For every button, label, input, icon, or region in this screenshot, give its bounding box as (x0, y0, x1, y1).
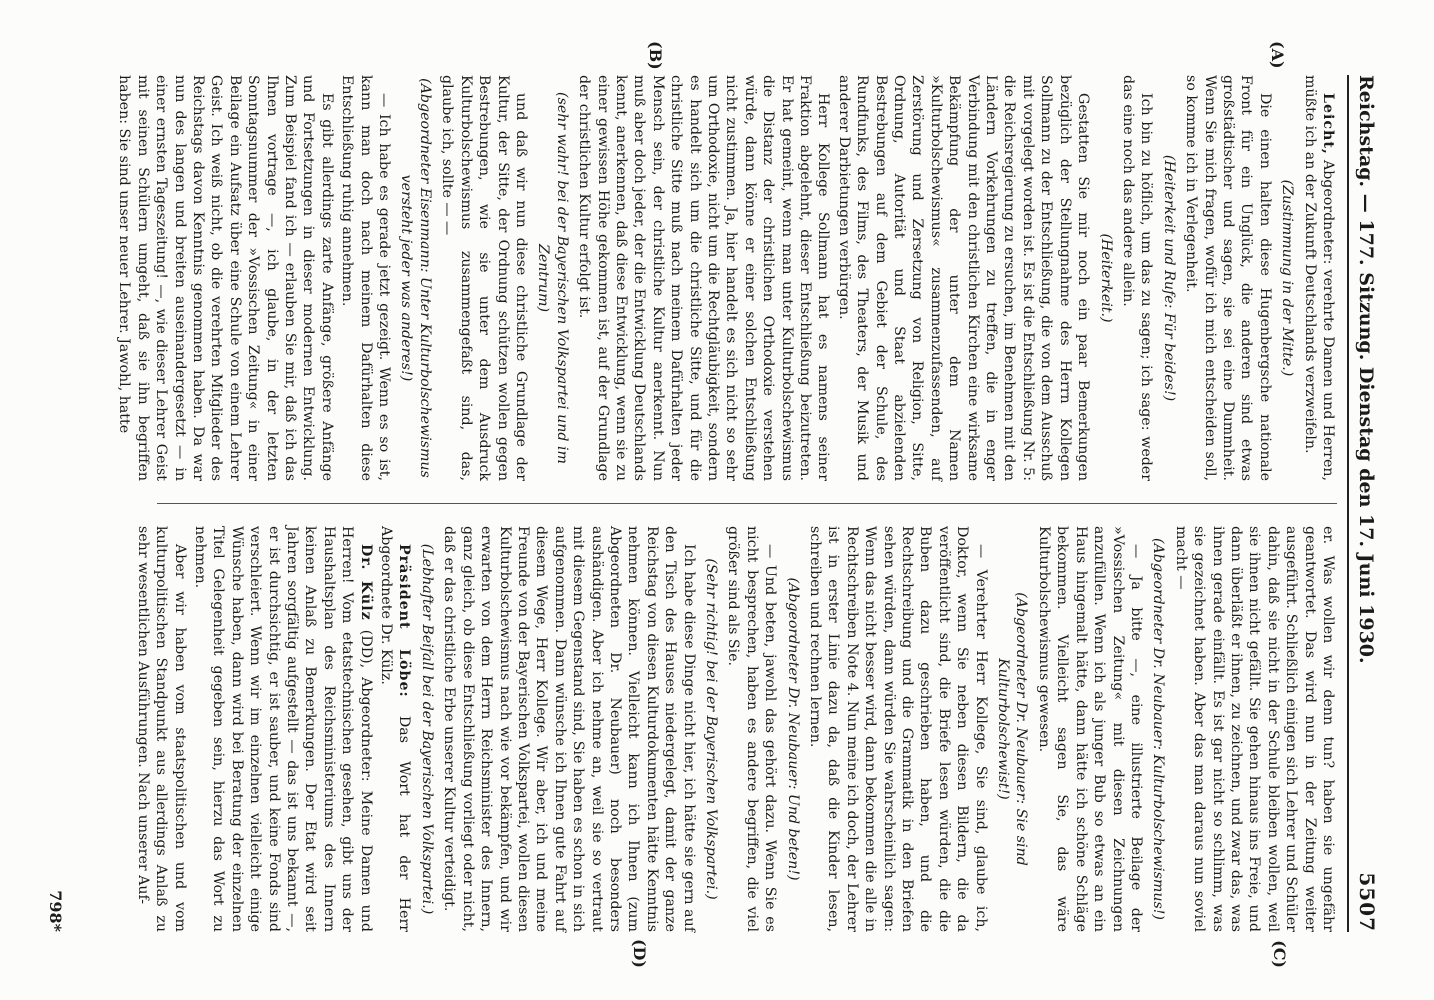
paragraph (377, 526, 414, 932)
interjection: (Abgeordneter Dr. Neubauer: Und beten!) (784, 577, 801, 881)
paragraph-text: Das Wort hat der Herr Abgeordnete Dr. Külz. (378, 526, 413, 933)
page-number: 5507 (1355, 872, 1379, 932)
sheet-number: 798* (46, 890, 65, 932)
paragraph-text: (DD), Abgeordneter: Meine Damen und Herren! Vom etatstechnischen gesehen, gibt uns der Haushaltsplan des Reichsministeriums des Innern keinen Anlaß zu Bemerkungen. Der Etat wird seit Jahren sorgfältig aufgestellt — das ist uns bekannt —, er ist durchsichtig, er ist sauber, und keine Fonds sind verschleiert. Wenn wir im einzelnen vielleicht einige Wünsche haben, dann wird bei Beratung der einzelnen Titel Gelegenheit gegeben sein, hierzu das Wort zu nehmen. (192, 526, 374, 932)
paragraph: — Ja bitte —, eine illustrierte Beilage der »Vossischen Zeitung« mit diesen Zeichnungen anzufüllen. Wenn ich als junger Bub so etwas an ein Haus hingemalt hätte, dann hätte ich schöne Schläge bekommen. Vielleicht sagen Sie, das wäre Kulturbolschewismus gewesen. (1035, 526, 1144, 932)
margin-marker-b: (B) (646, 41, 665, 70)
paragraph: Gestatten Sie mir noch ein paar Bemerkungen bezüglich der Stellungnahme des Herrn Kollegen Sollmann zu der Entschließung, die von dem Ausschuß mit vorgelegt worden ist. Es ist die Entschließung Nr. 5: die Reichsregierung zu ersuchen, im Benehmen mit den Ländern Vorkehrungen zu treffen, die in enger Verbindung mit den christlichen Kirchen eine wirksame Bekämpfung der unter dem Namen »Kulturbolschewismus« zusammenzufassenden, auf Zerstörung und Zersetzung von Religion, Sitte, Ordnung, Autorität und Staat abzielenden Bestrebungen auf dem Gebiet der Schule, des Rundfunks, des Films, des Theaters, der Musik und anderer Darbietungen verbürgen. (835, 75, 1092, 481)
paragraph: — Und beten, jawohl das gehört dazu. Wenn Sie es nicht besprechen, haben es andere begriffen, die viel größer sind als Sie. (725, 526, 779, 932)
paragraph (191, 526, 375, 932)
speaker-name: Dr. Külz (357, 544, 374, 621)
interjection: (Abgeordneter Eisenmann: Unter Kulturbolschewismus versteht jeder was anderes!) (398, 78, 433, 478)
paragraph: Ich bin zu höflich, um das zu sagen; ich sage: weder das eine noch das andere allein. (1119, 75, 1155, 481)
paragraph: — Ich habe es gerade jetzt gezeigt. Wenn es so ist, kann man doch nach meinem Dafürhalten diese Entschließung ruhig annehmen. (339, 75, 393, 481)
column-divider (157, 503, 1337, 504)
margin-marker-c: (C) (1270, 940, 1289, 968)
header-title: Reichstag. — 177. Sitzung. Dienstag den 17. Juni 1930. (1355, 75, 1377, 664)
speaker-role: Abgeordneter: (1320, 159, 1336, 265)
paragraph: und daß wir nun diese christliche Grundlage der Kultur, der Sitte, der Ordnung schützen wollen gegen Bestrebungen, wie sie unter dem Ausdruck Kulturbolschewismus zusammengefaßt sind, das, glaube ich, sollte — — (439, 75, 529, 481)
interjection: (Sehr richtig! bei der Bayerischen Volkspartei.) (703, 558, 719, 900)
paragraph: Die einen halten diese Hugenbergsche nationale Front für ein Unglück, die anderen sind etwas großstädtischer und sagen, sie sei eine Dummheit. Wenn Sie mich fragen, wofür ich mich entscheiden soll, so komme ich in Verlegenheit. (1183, 75, 1273, 481)
right-column (134, 526, 1337, 933)
margin-marker-a: (A) (1268, 41, 1287, 69)
speaker-name: Leicht, (1320, 93, 1336, 155)
margin-marker-d: (D) (630, 938, 649, 968)
interjection: (Zustimmung in der Mitte.) (1279, 179, 1296, 377)
text-columns (116, 41, 1337, 968)
speaker-name: Präsident Löbe: (396, 544, 413, 698)
interjection: (sehr wahr! bei der Bayerischen Volkspartei und im Zentrum) (535, 92, 570, 464)
interjection: (Heiterkeit und Rufe: Für beides!) (1160, 154, 1177, 402)
paragraph-text: verehrte Damen und Herren, müßte ich an der Zukunft Deutschlands verzweifeln. (1301, 75, 1336, 481)
paragraph: Ich habe diese Dinge nicht hier, ich hätte sie gern auf den Tisch des Hauses niedergelegt, damit der ganze Reichstag von diesen Kulturdokumenten hätte Kenntnis nehmen können. Vielleicht kann ich Ihnen (zum Abgeordneten Dr. Neubauer) noch besonders aushändigen. Aber ich nehme an, weil sie so vertraut mit diesem Gegenstand sind, Sie haben es schon in sich aufgenommen. Dann wünsche ich Ihnen gute Fahrt auf diesem Wege, Herr Kollege. Wir aber, ich und meine Freunde von der Bayerischen Volkspartei, wollen diesen Kulturbolschewismus nach wie vor bekämpfen, und wir erwarten von dem Herrn Reichsminister des Innern, ganz gleich, ob diese Entschließung vorliegt oder nicht, daß er das christliche Erbe unserer Kultur verteidigt. (441, 526, 697, 932)
interjection: (Heiterkeit.) (1097, 233, 1114, 323)
paragraph: Herr Kollege Sollmann hat es namens seiner Fraktion abgelehnt, dieser Entschließung beizutreten. Er hat gemeint, wenn man unter Kulturbolschewismus die Distanz der christlichen Orthodoxie verstehen würde, dann könne er einer solchen Entschließung nicht zustimmen. Ja, hier handelt es sich nicht so sehr um Orthodoxie, nicht um die Rechtgläubigkeit, sondern es handelt sich um die christliche Sitte, und für die christliche Sitte muß nach meinem Dafürhalten jeder Mensch sein, der christliche Kultur anerkennt. Nun muß aber doch jeder, der die Entwicklung Deutschlands kennt, anerkennen, daß diese Entwicklung, wenn sie zu einer gewissen Höhe gekommen ist, auf der Grundlage der christlichen Kultur erfolgt ist. (576, 75, 832, 481)
paragraph: — Verehrter Herr Kollege, Sie sind, glaube ich, Doktor, wenn Sie neben diesen Bildern, die da veröffentlicht sind, die Briefe lesen würden, die die Buben dazu geschrieben haben, und die Rechtschreibung und die Grammatik in den Briefen sehen würden, dann würden Sie wahrscheinlich sagen: Wenn das nicht besser wird, dann bekommen die alle in Rechtschreiben Note 4. Nun meine ich doch, der Lehrer ist in erster Linie dazu da, daß die Kinder lesen, schreiben und rechnen lernen. (807, 526, 989, 932)
interjection: (Lebhafter Beifall bei der Bayerischen Volkspartei.) (418, 543, 435, 915)
paragraph (1300, 75, 1337, 481)
page-header (1347, 75, 1379, 932)
paragraph: er. Was wollen wir denn tun? haben sie ungefähr geantwortet. Das wird nun in der Zeitung weiter ausgeführt. Schließlich einigen sich Lehrer und Schüler dahin, daß sie nicht in der Schule bleiben wollen, weil sie ihnen nicht gefällt. Sie gehen hinaus ins Freie, und dann überläßt er ihnen, zu zeichnen, und zwar das, was ihnen gerade einfällt. Es ist gar nicht so schlimm, was sie gezeichnet haben. Aber das man daraus nun soviel macht — (1172, 526, 1336, 932)
paragraph: Aber wir haben vom staatspolitischen und vom kulturpolitischen Standpunkt aus allerdings Anlaß zu sehr wesentlichen Ausführungen. Nach unserer Auf- (134, 526, 188, 932)
paragraph: Es gibt allerdings zarte Anfänge, größere Anfänge und Fortsetzungen in dieser modernen Entwicklung. Zum Beispiel fand ich — erlauben Sie mir, daß ich das Ihnen vortrage —, ich glaube, in der letzten Sonntagsnummer der »Vossischen Zeitung« in einer Beilage ein Aufsatz über eine Schule von einem Lehrer Geist. Ich weiß nicht, ob die verehrten Mitglieder des Reichstags davon Kenntnis genommen haben. Da war nun des langen und breiten auseinandergesetzt — in einer ernsten Tageszeitung! —, wie dieser Lehrer Geist mit seinen Schülern umgeht, daß sie ihn begriffen haben: Sie sind unser neuer Lehrer. Jawohl, hatte (116, 75, 335, 481)
interjection: (Abgeordneter Dr. Neubauer: Sie sind Kulturbolschewist!) (995, 592, 1030, 866)
left-column (116, 75, 1337, 481)
interjection: (Abgeordneter Dr. Neubauer: Kulturbolschewismus!) (1150, 538, 1167, 920)
